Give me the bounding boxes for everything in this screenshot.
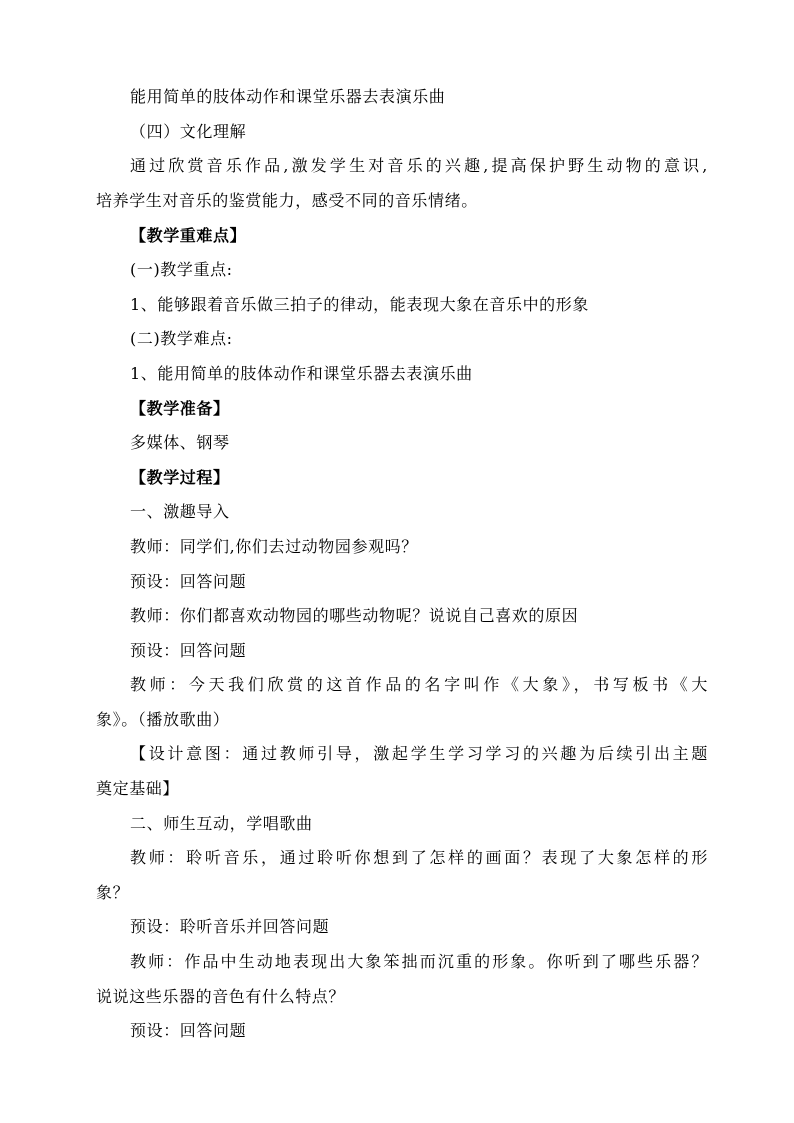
text-line: 象？ <box>96 883 130 902</box>
text-line: 教师：作品中生动地表现出大象笨拙而沉重的形象。你听到了哪些乐器？ <box>130 952 708 971</box>
text-line: 奠定基础】 <box>96 779 180 798</box>
text-line: 象》。（播放歌曲） <box>96 710 230 729</box>
text-line: 【设计意图：通过教师引导，激起学生学习学习的兴趣为后续引出主题 <box>130 744 708 763</box>
text-line: 预设：回答问题 <box>130 1021 247 1040</box>
section-heading: 【教学重难点】 <box>130 226 247 245</box>
text-line: 通过欣赏音乐作品,激发学生对音乐的兴趣,提高保护野生动物的意识, <box>130 156 708 175</box>
text-line: 预设：回答问题 <box>130 572 247 591</box>
subsection-label: (二)教学难点: <box>130 329 233 348</box>
subsection-label: 一、激趣导入 <box>130 502 230 521</box>
text-line: 教师：你们都喜欢动物园的哪些动物呢？说说自己喜欢的原因 <box>130 606 579 625</box>
subsection-label: 二、师生互动，学唱歌曲 <box>130 814 313 833</box>
text-line: 1、能用简单的肢体动作和课堂乐器去表演乐曲 <box>130 364 473 383</box>
text-line: 多媒体、钢琴 <box>130 433 230 452</box>
text-line: 预设：聆听音乐并回答问题 <box>130 917 330 936</box>
subsection-label: (一)教学重点: <box>130 260 233 279</box>
text-line: 说说这些乐器的音色有什么特点？ <box>96 987 346 1006</box>
text-line: 能用简单的肢体动作和课堂乐器去表演乐曲 <box>130 87 446 106</box>
section-subheading: （四）文化理解 <box>130 122 247 141</box>
text-line: 教师：今天我们欣赏的这首作品的名字叫作《大象》，书写板书《大 <box>130 675 708 694</box>
text-line: 培养学生对音乐的鉴赏能力，感受不同的音乐情绪。 <box>96 191 478 210</box>
text-line: 预设：回答问题 <box>130 641 247 660</box>
section-heading: 【教学准备】 <box>130 399 230 418</box>
text-line: 教师：同学们,你们去过动物园参观吗？ <box>130 537 418 556</box>
text-line: 1、能够跟着音乐做三拍子的律动，能表现大象在音乐中的形象 <box>130 295 589 314</box>
text-line: 教师：聆听音乐，通过聆听你想到了怎样的画面？表现了大象怎样的形 <box>130 848 708 867</box>
section-heading: 【教学过程】 <box>130 468 230 487</box>
